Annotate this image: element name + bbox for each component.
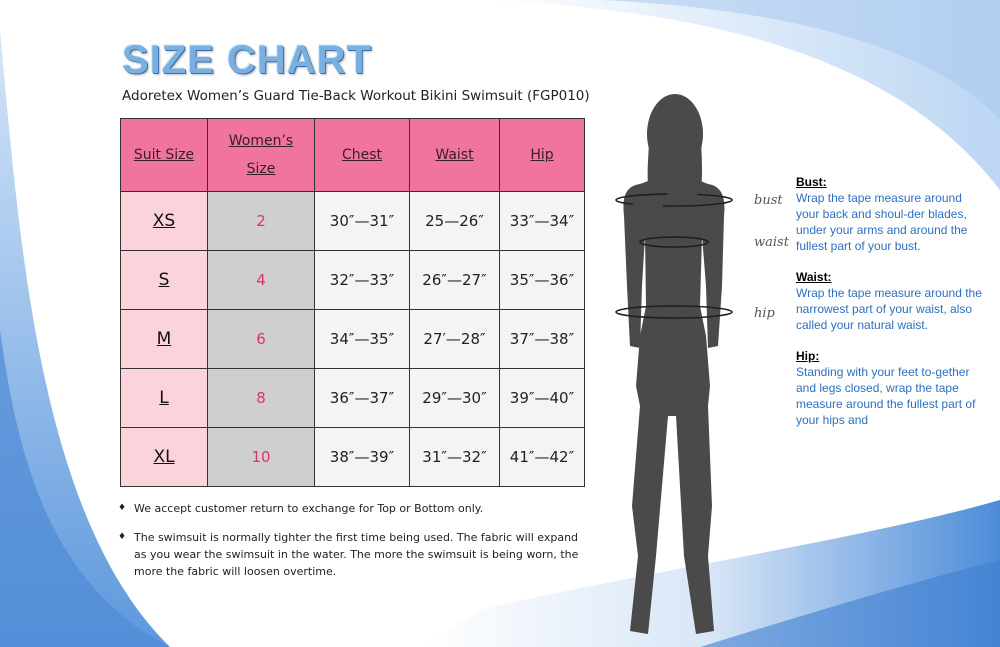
bust-label: bust xyxy=(754,193,783,208)
hip-cell: 33″—34″ xyxy=(500,192,585,251)
size-table xyxy=(120,118,585,487)
chest-cell: 38″—39″ xyxy=(315,428,410,487)
bullet-icon: ♦ xyxy=(118,503,127,513)
col-header-hip: Hip xyxy=(500,119,585,192)
hip-cell: 37″—38″ xyxy=(500,310,585,369)
hip-cell: 39″—40″ xyxy=(500,369,585,428)
womens-label: Women’s xyxy=(228,133,294,149)
product-subtitle: Adoretex Women’s Guard Tie-Back Workout Bikini Swimsuit (FGP010) xyxy=(122,88,590,104)
table-row xyxy=(121,428,585,487)
table-row xyxy=(121,369,585,428)
col-header-chest: Chest xyxy=(315,119,410,192)
hip-cell: 41″—42″ xyxy=(500,428,585,487)
womens-size-cell: 2 xyxy=(208,192,315,251)
col-header-waist: Waist xyxy=(410,119,500,192)
waist-instructions: Wrap the tape measure around the narrowest part of your waist, also called your natural waist. xyxy=(796,286,982,332)
table-row xyxy=(121,310,585,369)
suit-size-cell: XS xyxy=(121,192,208,251)
womens-size-cell: 6 xyxy=(208,310,315,369)
table-row xyxy=(121,251,585,310)
page-title: SIZE CHART xyxy=(122,38,372,82)
hip-label: hip xyxy=(754,306,775,321)
hip-instructions: Standing with your feet to-gether and legs closed, wrap the tape measure around the fullest part of your hips and xyxy=(796,365,976,427)
suit-size-cell: L xyxy=(121,369,208,428)
womens-size-cell: 10 xyxy=(208,428,315,487)
bust-instructions: Wrap the tape measure around your back and shoul-der blades, under your arms and around the fullest part of your bust. xyxy=(796,191,968,253)
hip-heading: Hip: xyxy=(796,349,820,363)
waist-label: waist xyxy=(754,235,789,250)
note-text: We accept customer return to exchange for Top or Bottom only. xyxy=(134,502,484,515)
waist-cell: 29″—30″ xyxy=(410,369,500,428)
womens-size-cell: 4 xyxy=(208,251,315,310)
bust-heading: Bust: xyxy=(796,175,827,189)
waist-cell: 25—26″ xyxy=(410,192,500,251)
body-silhouette-icon xyxy=(600,86,780,646)
hip-cell: 35″—36″ xyxy=(500,251,585,310)
waist-cell: 26″—27″ xyxy=(410,251,500,310)
suit-size-cell: S xyxy=(121,251,208,310)
note-text: The swimsuit is normally tighter the first time being used. The fabric will expand as you wear the swimsuit in the water. The more the swimsuit is being worn, the more the fabric will loosen overtime. xyxy=(134,531,579,578)
womens-size-cell: 8 xyxy=(208,369,315,428)
note-item xyxy=(118,500,588,517)
measure-instructions xyxy=(796,174,986,443)
col-header-suit-size: Suit Size xyxy=(121,119,208,192)
chest-cell: 32″—33″ xyxy=(315,251,410,310)
chest-cell: 36″—37″ xyxy=(315,369,410,428)
chest-cell: 34″—35″ xyxy=(315,310,410,369)
table-header-row xyxy=(121,119,585,192)
col-header-womens-size xyxy=(208,119,315,192)
waist-heading: Waist: xyxy=(796,270,832,284)
suit-size-cell: M xyxy=(121,310,208,369)
waist-cell: 27′—28″ xyxy=(410,310,500,369)
table-row xyxy=(121,192,585,251)
note-item xyxy=(118,529,588,580)
size-label: Size xyxy=(246,161,276,177)
chest-cell: 30″—31″ xyxy=(315,192,410,251)
bullet-icon: ♦ xyxy=(118,532,127,542)
notes-list xyxy=(118,500,588,592)
waist-cell: 31″—32″ xyxy=(410,428,500,487)
suit-size-cell: XL xyxy=(121,428,208,487)
